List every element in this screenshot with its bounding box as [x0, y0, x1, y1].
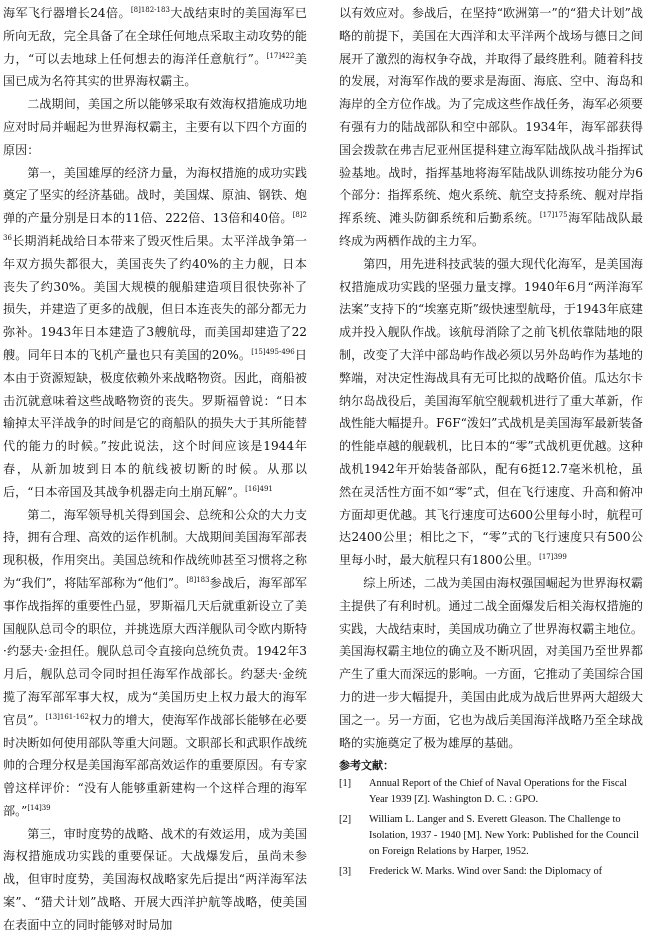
- citation-superscript: [17]422: [266, 51, 295, 60]
- text-segment: 权力的增大，使海军作战部长能够在必要时决断如何使用部队等重大问题。文职部长和武职作战统帅的合理分权是美国海军部高效运作的重要原因。有专家曾这样评价：“没有人能够重新建构一个这样合理的海军部。”: [3, 712, 307, 818]
- paragraph-navy-supremacy: [3, 2, 307, 93]
- text-segment: 海军陆战队最终成为两栖作战的主力军。: [339, 211, 643, 248]
- reference-text: William L. Langer and S. Everett Gleason. The Challenge to Isolation, 1937 - 1940 [M]. New York: Published for the Council on Foreign Relations by Harper, 1952.: [369, 814, 639, 858]
- citation-superscript: [16]491: [245, 484, 273, 493]
- paragraph-strategy-continued: [339, 2, 643, 253]
- citation-superscript: [8]182-183: [130, 6, 170, 14]
- paragraph-four-reasons-intro: 二战期间，美国之所以能够采取有效海权措施成功地应对时局并崛起为世界海权霸主，主要有以下四个方面的原因：: [3, 97, 307, 157]
- citation-superscript: [17]399: [539, 553, 567, 562]
- citation-superscript: [15]495-496: [251, 347, 295, 356]
- text-segment: 参战后，海军部军事作战指挥的重要性凸显，罗斯福几天后就重新设立了美国舰队总司令的职位，并挑选原大西洋舰队司令欧内斯特·约瑟夫·金担任。舰队总司令直接向总统负责。1942年3月后，舰队总司令同时担任海军作战部长。约瑟夫·金统揽了海军部军事大权，成为“美国历史上权力最大的海军官员”。: [3, 575, 307, 727]
- reference-item: [339, 864, 643, 880]
- reference-text: Annual Report of the Chief of Naval Operations for the Fiscal Year 1939 [Z]. Washington D. C. : GPO.: [369, 778, 627, 806]
- left-column: [3, 2, 307, 937]
- paragraph-reason-two-leadership: [3, 504, 307, 823]
- text-segment: 第一，美国雄厚的经济力量，为海权措施的成功实践奠定了坚实的经济基础。战时，美国煤、原油、钢铁、炮弹的产量分别是日本的11倍、222倍、13倍和40倍。: [3, 165, 307, 226]
- text-segment: 长期消耗战给日本带来了毁灭性后果。太平洋战争第一年双方损失都很大，美国丧失了约40%的主力舰，日本丧失了约30%。美国大规模的舰船建造项目很快弥补了损失，并建造了更多的战舰，但日本连丧失的部分都无力弥补。1943年日本建造了3艘航母，而美国却建造了22艘。同年日本的飞机产量也只有美国的20%。: [3, 233, 307, 362]
- reference-text: Frederick W. Marks. Wind over Sand: the Diplomacy of: [369, 866, 603, 878]
- citation-superscript: [8]236: [3, 211, 307, 242]
- reference-number: [1]: [339, 778, 352, 790]
- right-column: [339, 2, 643, 884]
- text-segment: 海军飞行器增长24倍。: [3, 6, 131, 20]
- citation-superscript: [14]39: [27, 803, 51, 812]
- paragraph-reason-three-strategy: 第三，审时度势的战略、战术的有效运用，成为美国海权措施成功实践的重要保证。大战爆发后，虽尚未参战，但审时度势，美国海权战略家先后提出“两洋海军法案”、“猎犬计划”战略、开展大西洋护航等战略，使美国在表面中立的同时能够对时局加: [3, 826, 307, 932]
- text-segment: 日本由于资源短缺，极度依赖外来战略物资。因此，商船被击沉就意味着这些战略物资的丧失。罗斯福曾说：“日本输掉太平洋战争的时间是它的商船队的损失大于其所能替代的能力的时候。”按此说法，这个时间应该是1944年春，从新加坡到日本的航线被切断的时候。从那以后，“日本帝国及其战争机器走向土崩瓦解”。: [3, 347, 307, 499]
- paragraph-conclusion: 综上所述，二战为美国由海权强国崛起为世界海权霸主提供了有利时机。通过二战全面爆发后相关海权措施的实践，大战结束时，美国成功确立了世界海权霸主地位。美国海权霸主地位的确立及不断巩固，对美国乃至世界都产生了重大而深远的影响。一方面，它推动了美国综合国力的进一步大幅提升，美国由此成为战后世界两大超级大国之一。另一方面，它也为战后美国海洋战略乃至全球战略的实施奠定了极为雄厚的基础。: [339, 575, 643, 750]
- references-heading: 参考文献：: [339, 759, 394, 773]
- text-segment: 大战结束时的美国海军已所向无敌，完全具备了在全球任何地点采取主动攻势的能力，“可以去地球上任何想去的海洋任意航行”。: [3, 6, 307, 66]
- paragraph-reason-four-technology: [339, 253, 643, 572]
- citation-superscript: [13]161-162: [45, 712, 89, 721]
- text-segment: 第二，海军领导机关得到国会、总统和公众的大力支持，拥有合理、高效的运作机制。大战期间美国海军部表现积极，作用突出。美国总统和作战统帅甚至习惯将之称为“我们”，将陆军部称为“他们”。: [3, 507, 307, 590]
- reference-number: [3]: [339, 866, 352, 878]
- citation-superscript: [17]175: [539, 211, 568, 220]
- reference-item: [339, 812, 643, 860]
- citation-superscript: [8]183: [186, 575, 210, 584]
- text-segment: 以有效应对。参战后，在坚持“欧洲第一”的“猎犬计划”战略的前提下，美国在大西洋和太平洋两个战场与德日之间展开了激烈的海权争夺战，并取得了最终胜利。随着科技的发展，对海军作战的要求是海面、海底、空中、海岛和海岸的全方位作战。为了完成这些作战任务，海军必须要有强有力的陆战部队和空中部队。1934年，海军部获得国会拨款在弗吉尼亚州匡提科建立海军陆战队战斗指挥试验基地。战时，指挥基地将海军陆战队训练按功能分为6个部分：指挥系统、炮火系统、航空支持系统、舰对岸指挥系统、滩头防御系统和后勤系统。: [339, 6, 643, 226]
- reference-number: [2]: [339, 814, 352, 826]
- text-segment: 美国已成为名符其实的世界海权霸主。: [3, 51, 307, 89]
- paragraph-reason-one-economy: [3, 162, 307, 504]
- text-segment: 第四，用先进科技武装的强大现代化海军，是美国海权措施成功实践的坚强力量支撑。1940年6月“两洋海军法案”支持下的“埃塞克斯”级快速型航母，于1943年底建成并投入舰队作战。该航母消除了之前飞机依靠陆地的限制，改变了大洋中部岛屿作战必须以另外岛屿作为基地的弊端，对决定性海战具有无可比拟的战略价值。瓜达尔卡纳尔岛战役后，美国海军航空舰载机进行了重大革新，作战性能大幅提升。F6F“泼妇”式战机是美国海军最新装备的性能卓越的舰载机，比日本的“零”式战机更优越。这种战机1942年开始装备部队，配有6挺12.7毫米机枪，虽然在灵活性方面不如“零”式，但在飞行速度、升高和俯冲方面却更优越。其飞行速度可达600公里每小时，航程可达2400公里；相比之下，“零”式的飞行速度只有500公里每小时，最大航程只有1800公里。: [339, 256, 643, 568]
- reference-item: [339, 776, 643, 808]
